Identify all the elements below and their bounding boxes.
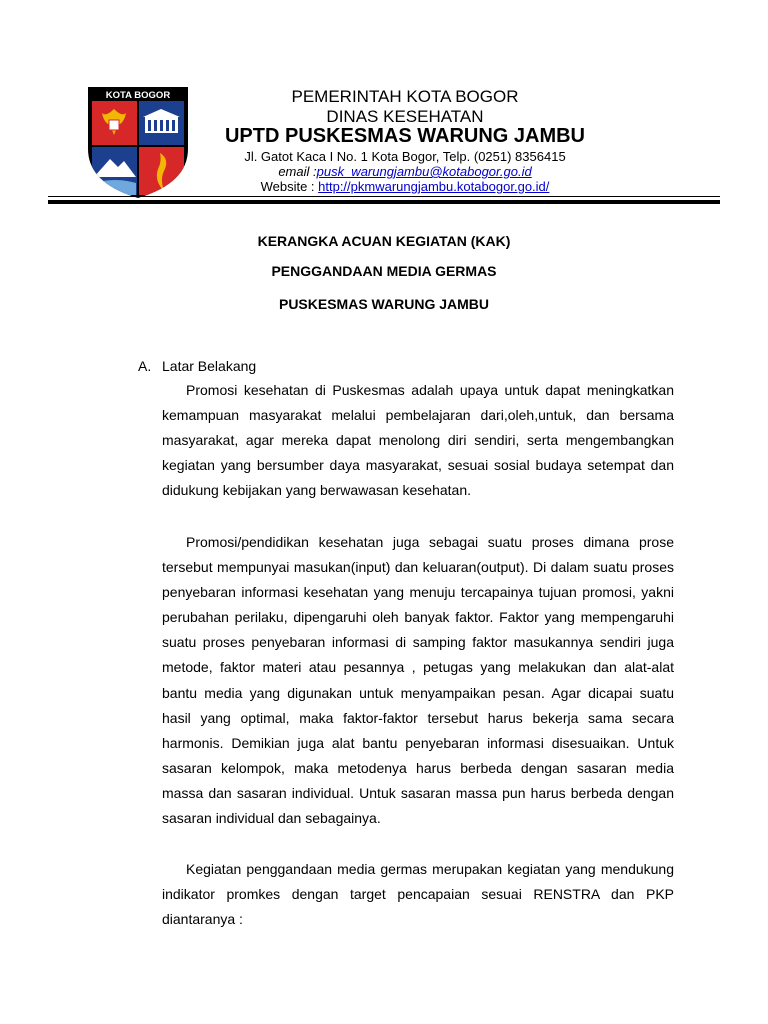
paragraph: Promosi/pendidikan kesehatan juga sebagai suatu proses dimana prose tersebut mempunyai masukan(input) dan keluaran(output). Di dalam suatu proses penyebaran informasi kesehatan yang menuju tercapainya tujuan promosi, yakni perubahan perilaku, dipengaruhi oleh banyak faktor. Faktor yang mempengaruhi suatu proses penyebaran informasi di samping faktor masukannya sendiri juga metode, faktor materi atau pesannya , petugas yang melakukan dan alat-alat bantu media yang digunakan untuk menyampaikan pesan. Agar dicapai suatu hasil yang optimal, maka faktor-faktor tersebut harus bekerja sama secara harmonis. Demikian juga alat bantu penyebaran informasi disesuaikan. Untuk sasaran kelompok, maka metodenya harus berbeda dengan sasaran media massa dan sasaran individual. Untuk sasaran massa pun harus berbeda dengan sasaran individual dan sebagainya. — [162, 534, 674, 827]
website-link[interactable]: http://pkmwarungjambu.kotabogor.go.id/ — [318, 179, 550, 194]
letterhead-email-line — [210, 164, 600, 179]
document-title: KERANGKA ACUAN KEGIATAN (KAK) — [257, 233, 511, 249]
section-letter: A. — [138, 358, 152, 374]
letterhead-institution: UPTD PUSKESMAS WARUNG JAMBU — [224, 125, 586, 147]
website-label: Website : — [260, 179, 319, 194]
letterhead-address: Jl. Gatot Kaca I No. 1 Kota Bogor, Telp. (0251) 8356415 — [244, 149, 566, 164]
letterhead-website-line — [210, 179, 600, 194]
document-subtitle-location: PUSKESMAS WARUNG JAMBU — [278, 296, 489, 312]
section-heading: Latar Belakang — [162, 358, 257, 374]
letterhead-divider-thin — [48, 196, 720, 197]
letterhead-government: PEMERINTAH KOTA BOGOR — [291, 87, 519, 106]
logo-label: KOTA BOGOR — [105, 90, 171, 101]
email-link[interactable]: pusk_warungjambu@kotabogor.go.id — [316, 164, 532, 179]
letterhead-department: DINAS KESEHATAN — [326, 107, 484, 126]
paragraph: Promosi kesehatan di Puskesmas adalah upaya untuk dapat meningkatkan kemampuan masyarakat melalui pembelajaran dari,oleh,untuk, dan bersama masyarakat, agar mereka dapat menolong diri sendiri, serta mengembangkan kegiatan yang bersumber daya masyarakat, sesuai sosial budaya setempat dan didukung kebijakan yang berwawasan kesehatan. — [162, 382, 674, 499]
email-label: email : — [278, 164, 317, 179]
paragraph: Kegiatan penggandaan media germas merupakan kegiatan yang mendukung indikator promkes dengan target pencapaian sesuai RENSTRA dan PKP diantaranya : — [162, 861, 674, 928]
document-subtitle: PENGGANDAAN MEDIA GERMAS — [271, 263, 497, 279]
letterhead-divider-thick — [48, 200, 720, 204]
kota-bogor-logo-icon — [88, 87, 188, 198]
